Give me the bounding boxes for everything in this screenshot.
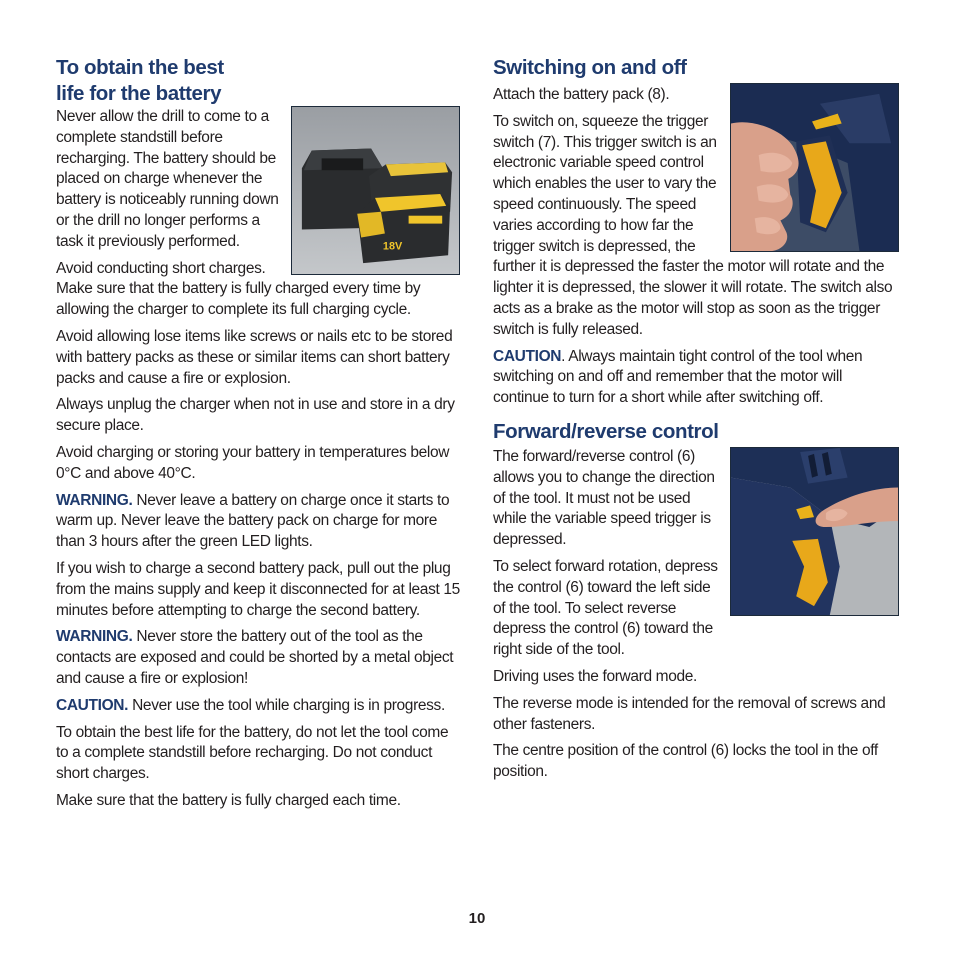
warning-paragraph [56,627,460,689]
caution-label: CAUTION [493,347,562,365]
paragraph: To switch on, squeeze the trigger switch (7). This trigger switch is an electronic variable speed control which enables the user to vary the speed continuously. The speed varies according to how far the trigger switch is depressed, the further it is depressed the faster the motor will rotate and the lighter it is depressed, the slower it will rotate. The switch also acts as a brake as the motor will stop as soon as the trigger switch is fully released. [493,112,893,338]
forward-reverse-heading: Forward/reverse control [493,419,719,443]
paragraph: Attach the battery pack (8). [493,86,670,103]
caution-label: CAUTION. [56,696,129,714]
paragraph: The centre position of the control (6) locks the tool in the off position. [493,742,878,781]
paragraph: Always unplug the charger when not in use and store in a dry secure place. [56,396,455,435]
paragraph: Make sure that the battery is fully charged each time. [56,791,401,809]
caution-paragraph [493,347,899,409]
paragraph: Avoid conducting short charges. Make sure that the battery is fully charged every time by allowing the charger to complete its full charging cycle. [56,259,421,319]
battery-voltage-label: 18V [382,240,403,253]
trigger-switch-photo [730,83,899,252]
paragraph: Driving uses the forward mode. [493,667,698,685]
page-number: 10 [468,910,486,927]
heading-line-1: To obtain the best [56,56,224,79]
battery-charger-photo [291,106,460,275]
paragraph: Avoid charging or storing your battery in temperatures below 0°C and above 40°C. [56,443,450,482]
warning-label: WARNING. [56,491,133,509]
heading-line-2: life for the battery [56,82,222,105]
paragraph: The reverse mode is intended for the removal of screws and other fasteners. [493,694,886,733]
paragraph: To obtain the best life for the battery, do not let the tool come to a complete standstill before recharging. Do not conduct short charges. [56,723,449,783]
warning-text: Never leave a battery on charge once it starts to warm up. Never leave the battery pack on charge for more than 3 hours after the green LED lights. [56,491,450,551]
battery-life-heading [56,55,460,107]
switching-heading: Switching on and off [493,56,687,79]
paragraph: Avoid allowing lose items like screws or nails etc to be stored with battery packs as these or similar items can short battery packs and cause a fire or explosion. [56,327,453,387]
caution-text: . Always maintain tight control of the tool when switching on and off and remember that the motor will continue to turn for a short while after switching off. [493,347,863,407]
paragraph: If you wish to charge a second battery pack, pull out the plug from the mains supply and keep it disconnected for at least 15 minutes before attempting to charge the second battery. [56,559,460,619]
caution-paragraph [56,696,460,717]
caution-text: Never use the tool while charging is in progress. [128,696,445,714]
left-column [56,55,460,818]
paragraph: The forward/reverse control (6) allows you to change the direction of the tool. It must not be used while the variable speed trigger is depressed. [493,447,715,549]
paragraph: To select forward rotation, depress the control (6) toward the left side of the tool. To select reverse depress the control (6) toward the right side of the tool. [493,557,718,659]
forward-reverse-photo [730,447,899,616]
warning-text: Never store the battery out of the tool as the contacts are exposed and could be shorted by a metal object and cause a fire or explosion! [56,628,454,687]
warning-paragraph [56,491,460,553]
warning-label: WARNING. [56,628,133,646]
right-column [493,55,899,789]
paragraph: Never allow the drill to come to a complete standstill before recharging. The battery should be placed on charge whenever the battery is noticeably running down or the drill no longer performs a task it previously performed. [56,108,279,250]
